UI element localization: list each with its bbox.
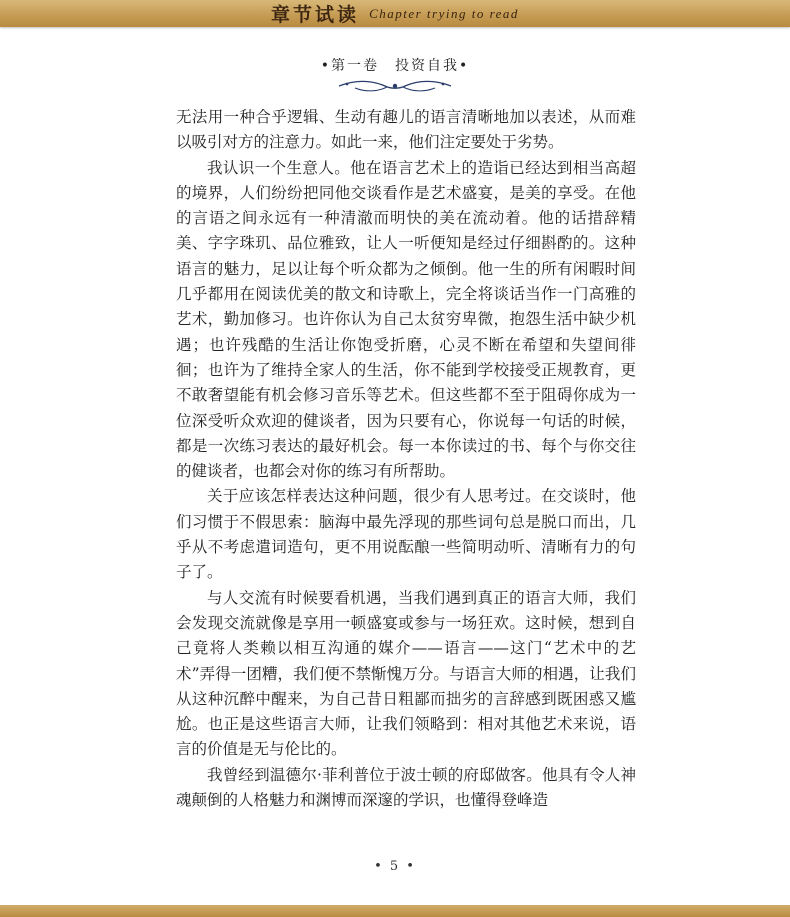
banner-title-en: Chapter trying to read bbox=[369, 5, 519, 21]
paragraph: 我认识一个生意人。他在语言艺术上的造诣已经达到相当高超的境界，人们纷纷把同他交谈看作是艺术盛宴，是美的享受。在他的言语之间永远有一种清澈而明快的美在流动着。他的话措辞精美、字字珠玑、品位雅致，让人一听便知是经过仔细斟酌的。这种语言的魅力，足以让每个听众都为之倾倒。他一生的所有闲暇时间几乎都用在阅读优美的散文和诗歌上，完全将谈话当作一门高雅的艺术，勤加修习。也许你认为自己太贫穷卑微，抱怨生活中缺少机遇；也许残酷的生活让你饱受折磨，心灵不断在希望和失望间徘徊；也许为了维持全家人的生活，你不能到学校接受正规教育，更不敢奢望能有机会修习音乐等艺术。但这些都不至于阻碍你成为一位深受听众欢迎的健谈者，因为只要有心，你说每一句话的时候，都是一次练习表达的最好机会。每一本你读过的书、每个与你交往的健谈者，也都会对你的练习有所帮助。 bbox=[176, 158, 636, 481]
paragraph: 我曾经到温德尔·菲利普位于波士顿的府邸做客。他具有令人神魂颠倒的人格魅力和渊博而深邃的学识，也懂得登峰造 bbox=[176, 765, 636, 810]
body-text bbox=[176, 105, 636, 813]
banner-title-cn: 章节试读 bbox=[271, 4, 360, 26]
page-number: • 5 • bbox=[374, 859, 416, 874]
paragraph: 关于应该怎样表达这种问题，很少有人思考过。在交谈时，他们习惯于不假思索：脑海中最先浮现的那些词句总是脱口而出，几乎从不考虑遣词造句，更不用说酝酿一些简明动听、清晰有力的句子了。 bbox=[176, 487, 636, 582]
volume-title: •第一卷 投资自我• bbox=[320, 58, 470, 74]
page-header bbox=[0, 55, 790, 93]
ornament-divider-icon bbox=[335, 79, 455, 93]
bottom-banner bbox=[0, 905, 790, 917]
paragraph: 与人交流有时候要看机遇，当我们遇到真正的语言大师，我们会发现交流就像是享用一顿盛宴或参与一场狂欢。这时候，想到自己竟将人类赖以相互沟通的媒介——语言——这门“艺术中的艺术”弄得一团糟，我们便不禁惭愧万分。与语言大师的相遇，让我们从这种沉醉中醒来，为自己昔日粗鄙而拙劣的言辞感到既困惑又尴尬。也正是这些语言大师，让我们领略到：相对其他艺术来说，语言的价值是无与伦比的。 bbox=[176, 588, 636, 759]
paragraph: 无法用一种合乎逻辑、生动有趣儿的语言清晰地加以表述，从而难以吸引对方的注意力。如此一来，他们注定要处于劣势。 bbox=[176, 108, 636, 152]
chapter-preview-banner bbox=[0, 0, 790, 27]
